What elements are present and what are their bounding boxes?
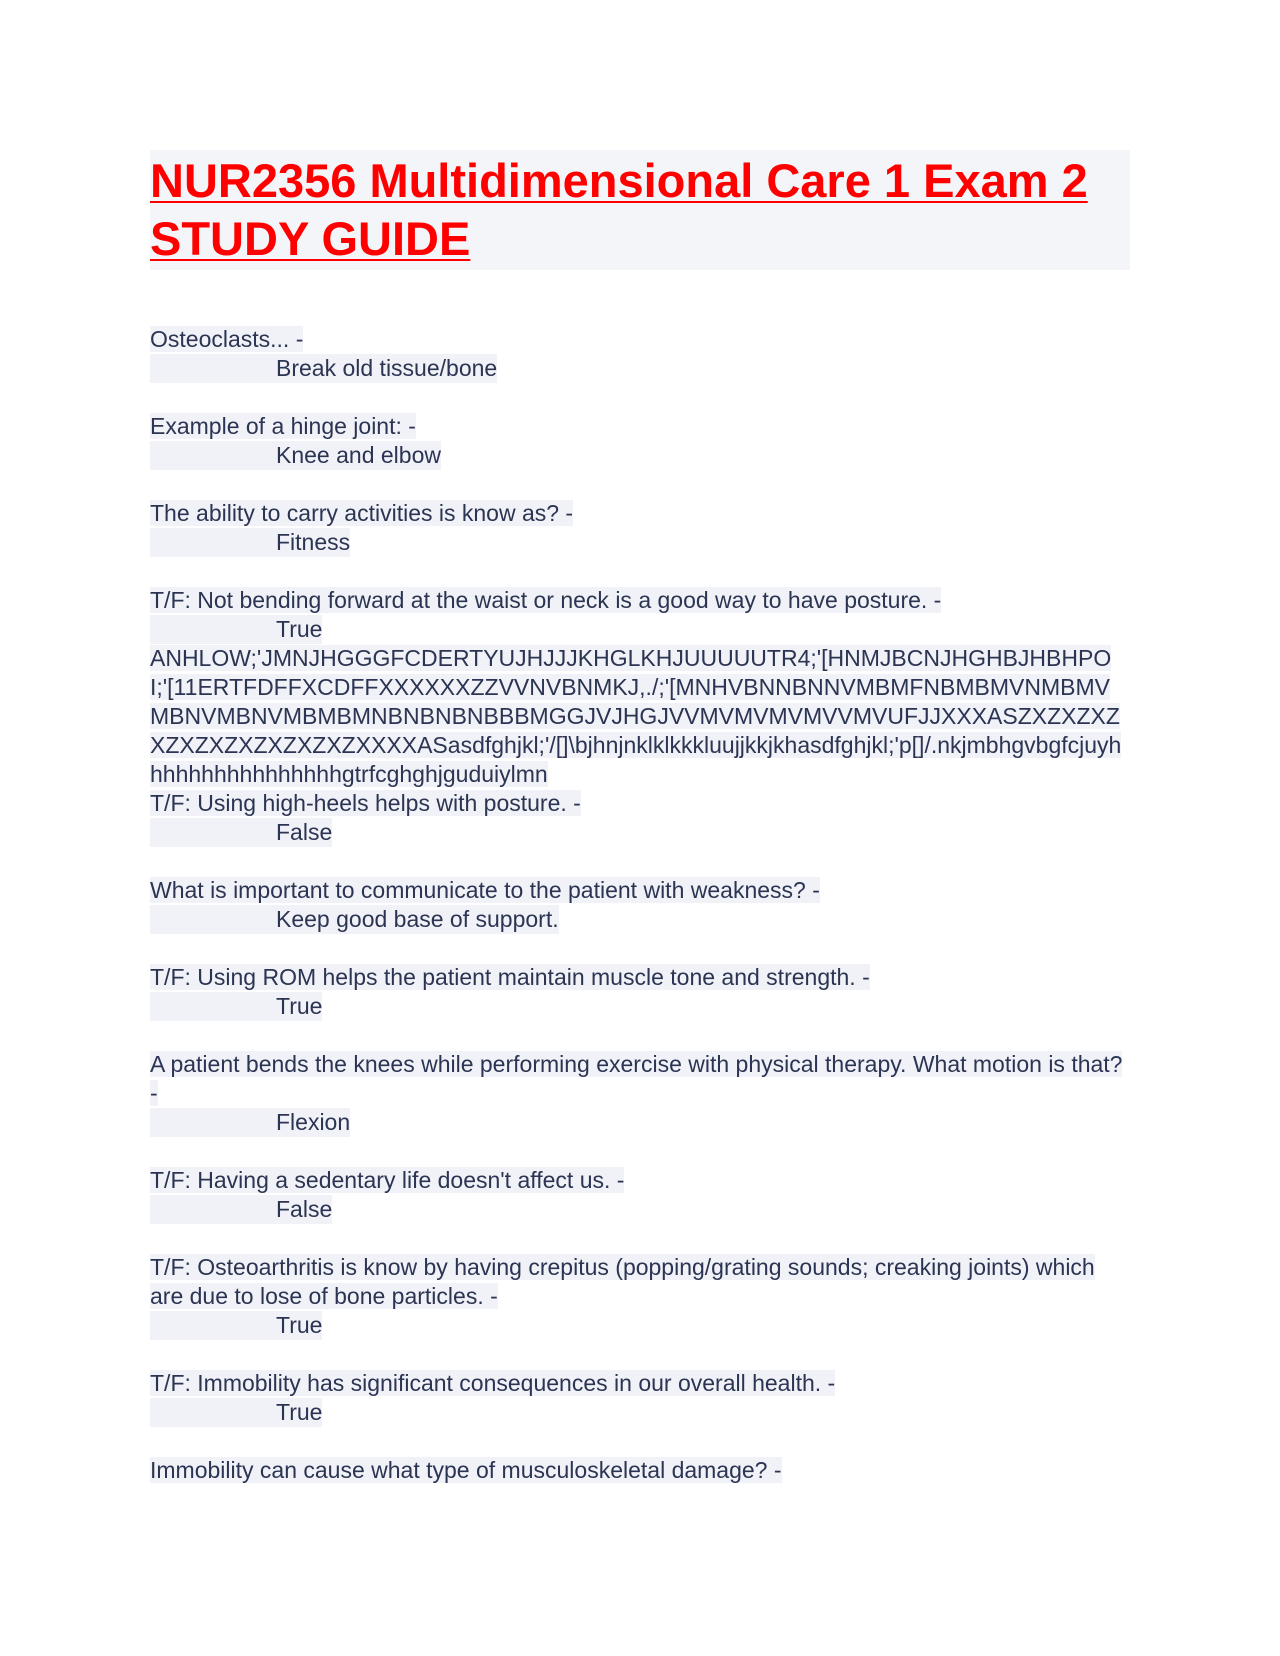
- answer: Break old tissue/bone: [150, 354, 1130, 383]
- qa-item: [150, 499, 1130, 557]
- answer: True: [150, 1311, 1130, 1340]
- answer: True: [150, 992, 1130, 1021]
- qa-item: [150, 1050, 1130, 1137]
- answer: False: [150, 818, 1130, 847]
- question: Osteoclasts... -: [150, 326, 304, 352]
- question: What is important to communicate to the patient with weakness? -: [150, 877, 820, 903]
- answer: Keep good base of support.: [150, 905, 1130, 934]
- answer: True: [150, 615, 1130, 644]
- question: A patient bends the knees while performing exercise with physical therapy. What motion is that? -: [150, 1051, 1123, 1106]
- title-block: [150, 150, 1130, 270]
- qa-item: [150, 325, 1130, 383]
- answer: True: [150, 1398, 1130, 1427]
- qa-item: [150, 586, 1130, 644]
- question: T/F: Using high-heels helps with posture. -: [150, 790, 581, 816]
- qa-item: [150, 1369, 1130, 1427]
- answer: Flexion: [150, 1108, 1130, 1137]
- question: T/F: Immobility has significant consequences in our overall health. -: [150, 1370, 836, 1396]
- qa-item: [150, 412, 1130, 470]
- answer: Fitness: [150, 528, 1130, 557]
- qa-item: [150, 1253, 1130, 1340]
- question: Example of a hinge joint: -: [150, 413, 416, 439]
- qa-item: [150, 876, 1130, 934]
- qa-item: [150, 789, 1130, 847]
- answer: False: [150, 1195, 1130, 1224]
- question: The ability to carry activities is know as? -: [150, 500, 574, 526]
- garbled-text-block: ANHLOW;'JMNJHGGGFCDERTYUJHJJJKHGLKHJUUUUUTR4;'[HNMJBCNJHGHBJHBHPOI;'[11ERTFDFFXCDFFXXXXXXZZVVNVBNMKJ,./;'[MNHVBNNBNNVMBMFNBMBMVNMBMVMBNVMBNVMBMBMNBNBNBNBBBMGGJVJHGJVVMVMVMVMVVMVUFJJXXXASZXZXZXZXZXZXZXZXZXZXZXXXXASasdfghjkl;'/[]\bjhnjnklklkkkluujjkkjkhasdfghjkl;'p[]/.nkjmbhgvbgfcjuyhhhhhhhhhhhhhhhhgtrfcghghjguduiylmn: [150, 645, 1122, 787]
- document-page: [150, 150, 1130, 1485]
- answer: Knee and elbow: [150, 441, 1130, 470]
- document-title: NUR2356 Multidimensional Care 1 Exam 2 STUDY GUIDE: [150, 154, 1088, 265]
- qa-item: [150, 963, 1130, 1021]
- question: T/F: Using ROM helps the patient maintain muscle tone and strength. -: [150, 964, 870, 990]
- qa-list: [150, 325, 1130, 1485]
- qa-item: [150, 1456, 1130, 1485]
- question: T/F: Osteoarthritis is know by having crepitus (popping/grating sounds; creaking joints) which are due to lose of bone particles. -: [150, 1254, 1095, 1309]
- question: T/F: Not bending forward at the waist or neck is a good way to have posture. -: [150, 587, 942, 613]
- question: T/F: Having a sedentary life doesn't affect us. -: [150, 1167, 625, 1193]
- question: Immobility can cause what type of musculoskeletal damage? -: [150, 1457, 782, 1483]
- qa-item: [150, 1166, 1130, 1224]
